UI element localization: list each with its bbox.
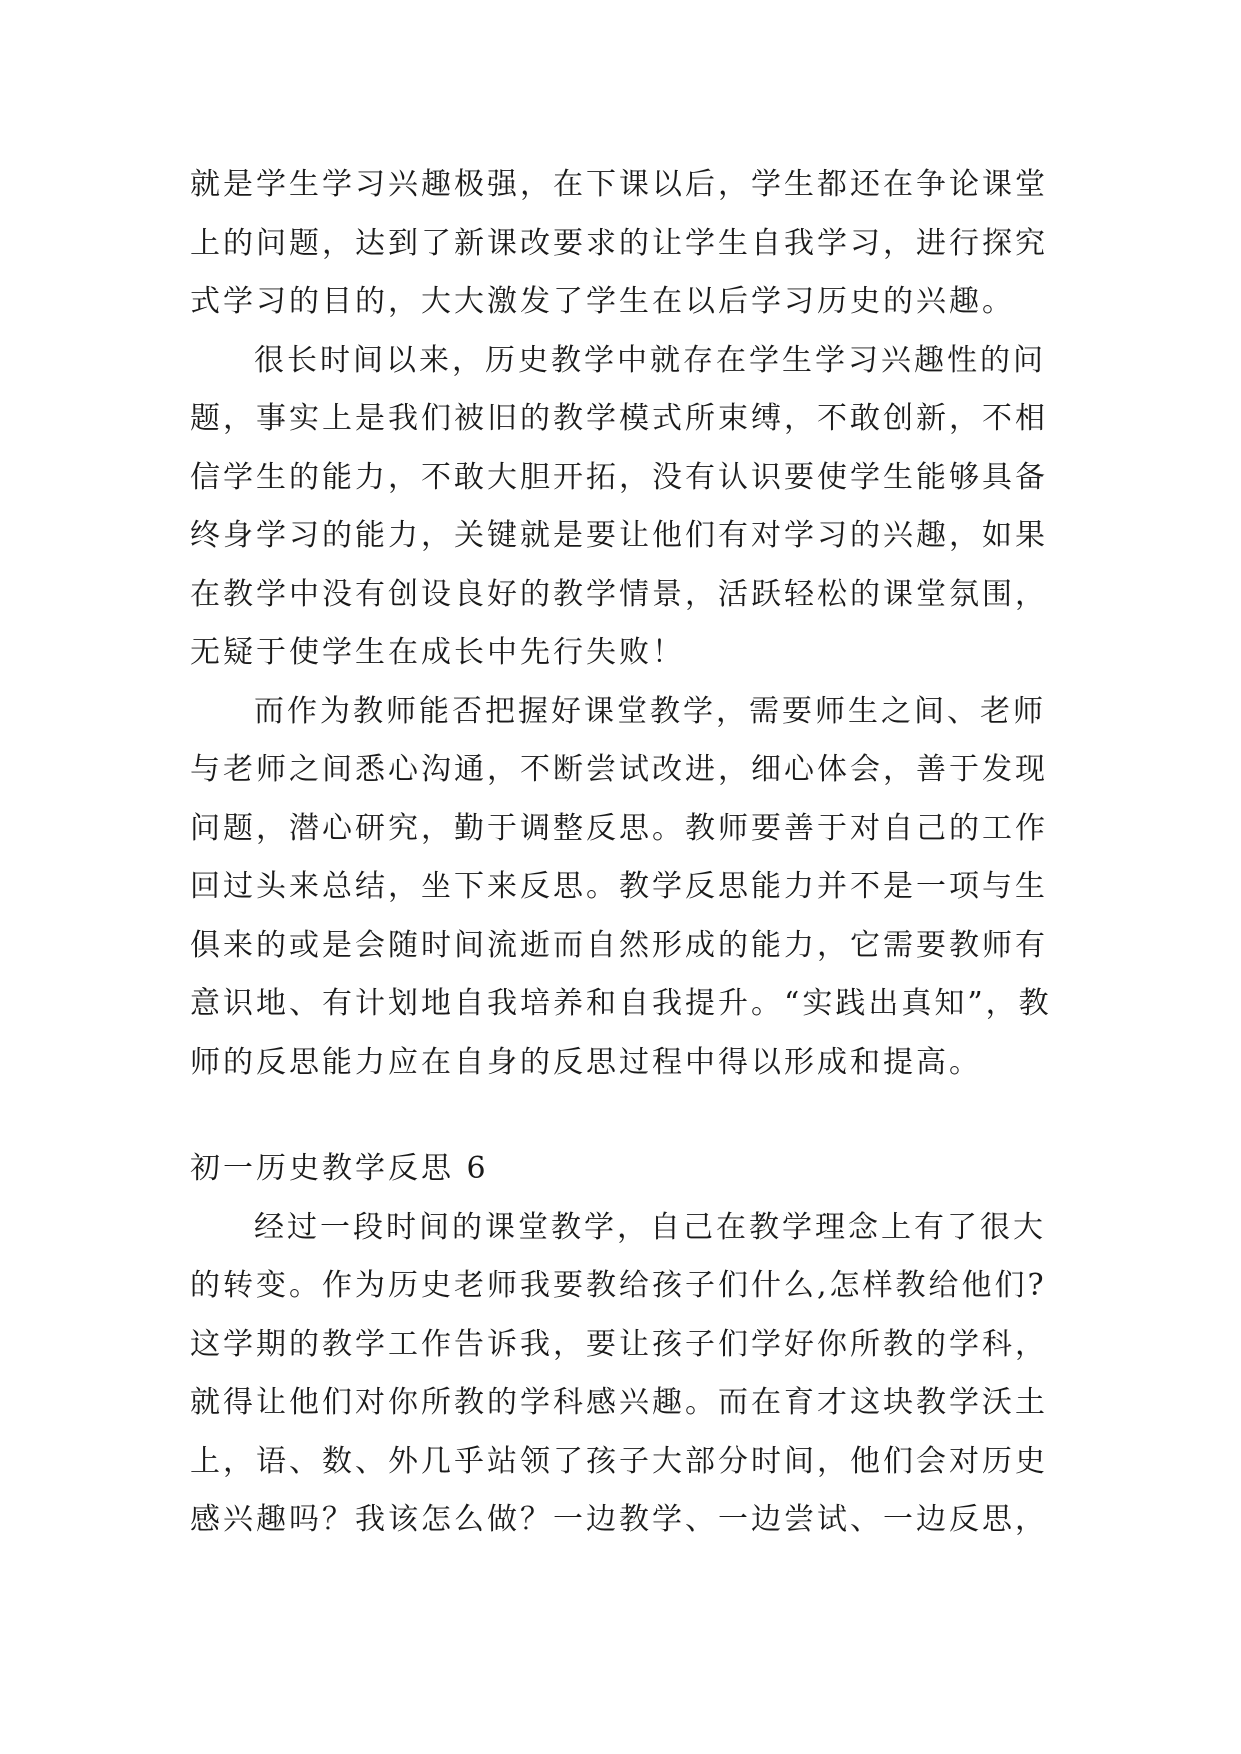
text-line: 这学期的教学工作告诉我，要让孩子们学好你所教的学科， (190, 1326, 1048, 1362)
text-line: 就是学生学习兴趣极强，在下课以后，学生都还在争论课堂 (190, 167, 1048, 202)
document-body (190, 156, 1060, 1550)
paragraph-2 (190, 332, 1060, 683)
text-line: 式学习的目的，大大激发了学生在以后学习历史的兴趣。 (190, 284, 1015, 319)
text-line: 经过一段时间的课堂教学，自己在教学理念上有了很大 (254, 1209, 1046, 1245)
text-line: 感兴趣吗？我该怎么做？一边教学、一边尝试、一边反思， (190, 1502, 1048, 1537)
text-line: 与老师之间悉心沟通，不断尝试改进，细心体会，善于发现 (190, 752, 1048, 787)
text-line: 信学生的能力，不敢大胆开拓，没有认识要使学生能够具备 (190, 459, 1048, 495)
text-line: 上的问题，达到了新课改要求的让学生自我学习，进行探究 (190, 225, 1048, 261)
text-line: 上，语、数、外几乎站领了孩子大部分时间，他们会对历史 (190, 1443, 1048, 1479)
text-line: 无疑于使学生在成长中先行失败！ (190, 635, 685, 670)
text-line: 就得让他们对你所教的学科感兴趣。而在育才这块教学沃土 (190, 1385, 1048, 1420)
paragraph-continued (190, 156, 1060, 332)
section-heading: 初一历史教学反思 6 (190, 1151, 489, 1186)
text-line: 问题，潜心研究，勤于调整反思。教师要善于对自己的工作 (190, 810, 1048, 846)
text-line: 很长时间以来，历史教学中就存在学生学习兴趣性的问 (254, 342, 1046, 378)
text-line: 意识地、有计划地自我培养和自我提升。“实践出真知”，教 (190, 986, 1052, 1021)
text-line: 终身学习的能力，关键就是要让他们有对学习的兴趣，如果 (190, 518, 1048, 553)
text-line: 师的反思能力应在自身的反思过程中得以形成和提高。 (190, 1044, 982, 1080)
text-line: 在教学中没有创设良好的教学情景，活跃轻松的课堂氛围， (190, 576, 1048, 612)
text-line: 回过头来总结，坐下来反思。教学反思能力并不是一项与生 (190, 869, 1048, 904)
paragraph-3 (190, 683, 1060, 1093)
text-line: 题，事实上是我们被旧的教学模式所束缚，不敢创新，不相 (190, 401, 1048, 436)
text-line: 的转变。作为历史老师我要教给孩子们什么,怎样教给他们? (190, 1268, 1047, 1303)
paragraph-4 (190, 1199, 1060, 1550)
text-line: 而作为教师能否把握好课堂教学，需要师生之间、老师 (254, 693, 1046, 729)
section-spacer (190, 1092, 1060, 1140)
text-line: 俱来的或是会随时间流逝而自然形成的能力，它需要教师有 (190, 927, 1048, 963)
